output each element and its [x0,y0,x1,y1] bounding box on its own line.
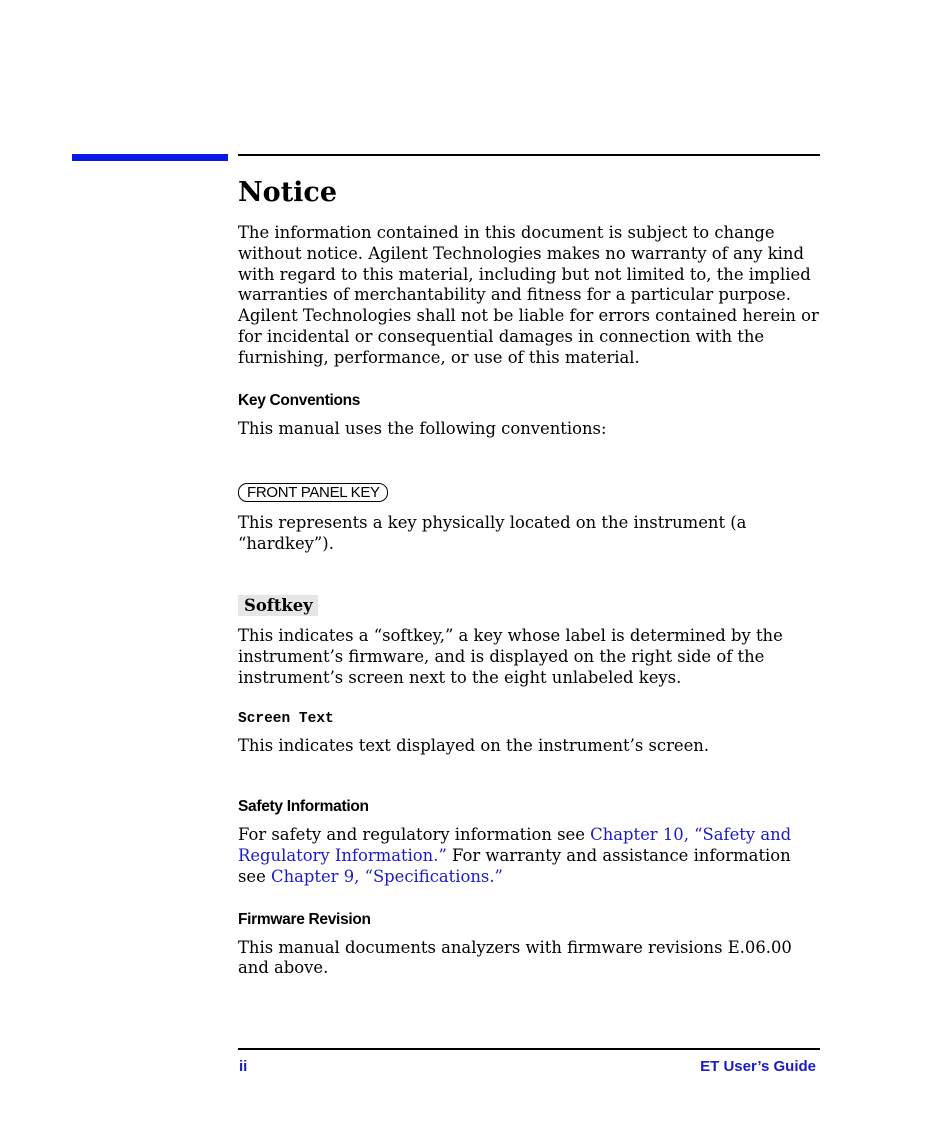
notice-body: The information contained in this document is subject to change without notice. Agilent Technologies makes no warranty of any kind with regard to this material, including but not limited to, the implied warranties of merchantability and fitness for a particular purpose. Agilent Technologies shall not be liable for errors contained herein or for incidental or consequential damages in connection with the furnishing, performance, or use of this material. [238,223,819,367]
key-conventions-heading: Key Conventions [238,391,361,409]
accent-bar [72,154,228,161]
safety-information-body [238,825,823,887]
chapter-10-link[interactable]: Chapter 10, “Safety and Regulatory Information.” [238,825,792,865]
front-panel-key-description: This represents a key physically located on the instrument (a “hardkey”). [238,513,747,554]
page-number: ii [239,1058,248,1075]
firmware-revision-heading: Firmware Revision [238,910,371,928]
chapter-9-link[interactable]: Chapter 9, “Specifications.” [271,866,503,886]
safety-text-before: For safety and regulatory information see [238,825,591,845]
page-content [238,174,823,979]
softkey-description: This indicates a “softkey,” a key whose label is determined by the instrument’s firmware, and is displayed on the right side of the instrument’s screen next to the eight unlabeled keys. [238,625,783,687]
safety-text-middle: For warranty and assistance information see [238,845,791,886]
screen-text-description: This indicates text displayed on the instrument’s screen. [238,736,710,756]
conventions-intro: This manual uses the following conventions: [238,418,607,438]
bottom-rule [238,1048,820,1050]
page-title: Notice [238,177,338,208]
front-panel-key-example: FRONT PANEL KEY [238,483,388,502]
safety-information-heading: Safety Information [238,798,369,816]
screen-text-example: Screen Text [238,711,334,728]
top-rule [238,154,820,156]
firmware-revision-body: This manual documents analyzers with firmware revisions E.06.00 and above. [238,937,792,978]
guide-title: ET User’s Guide [700,1058,816,1075]
softkey-example: Softkey [238,595,318,616]
